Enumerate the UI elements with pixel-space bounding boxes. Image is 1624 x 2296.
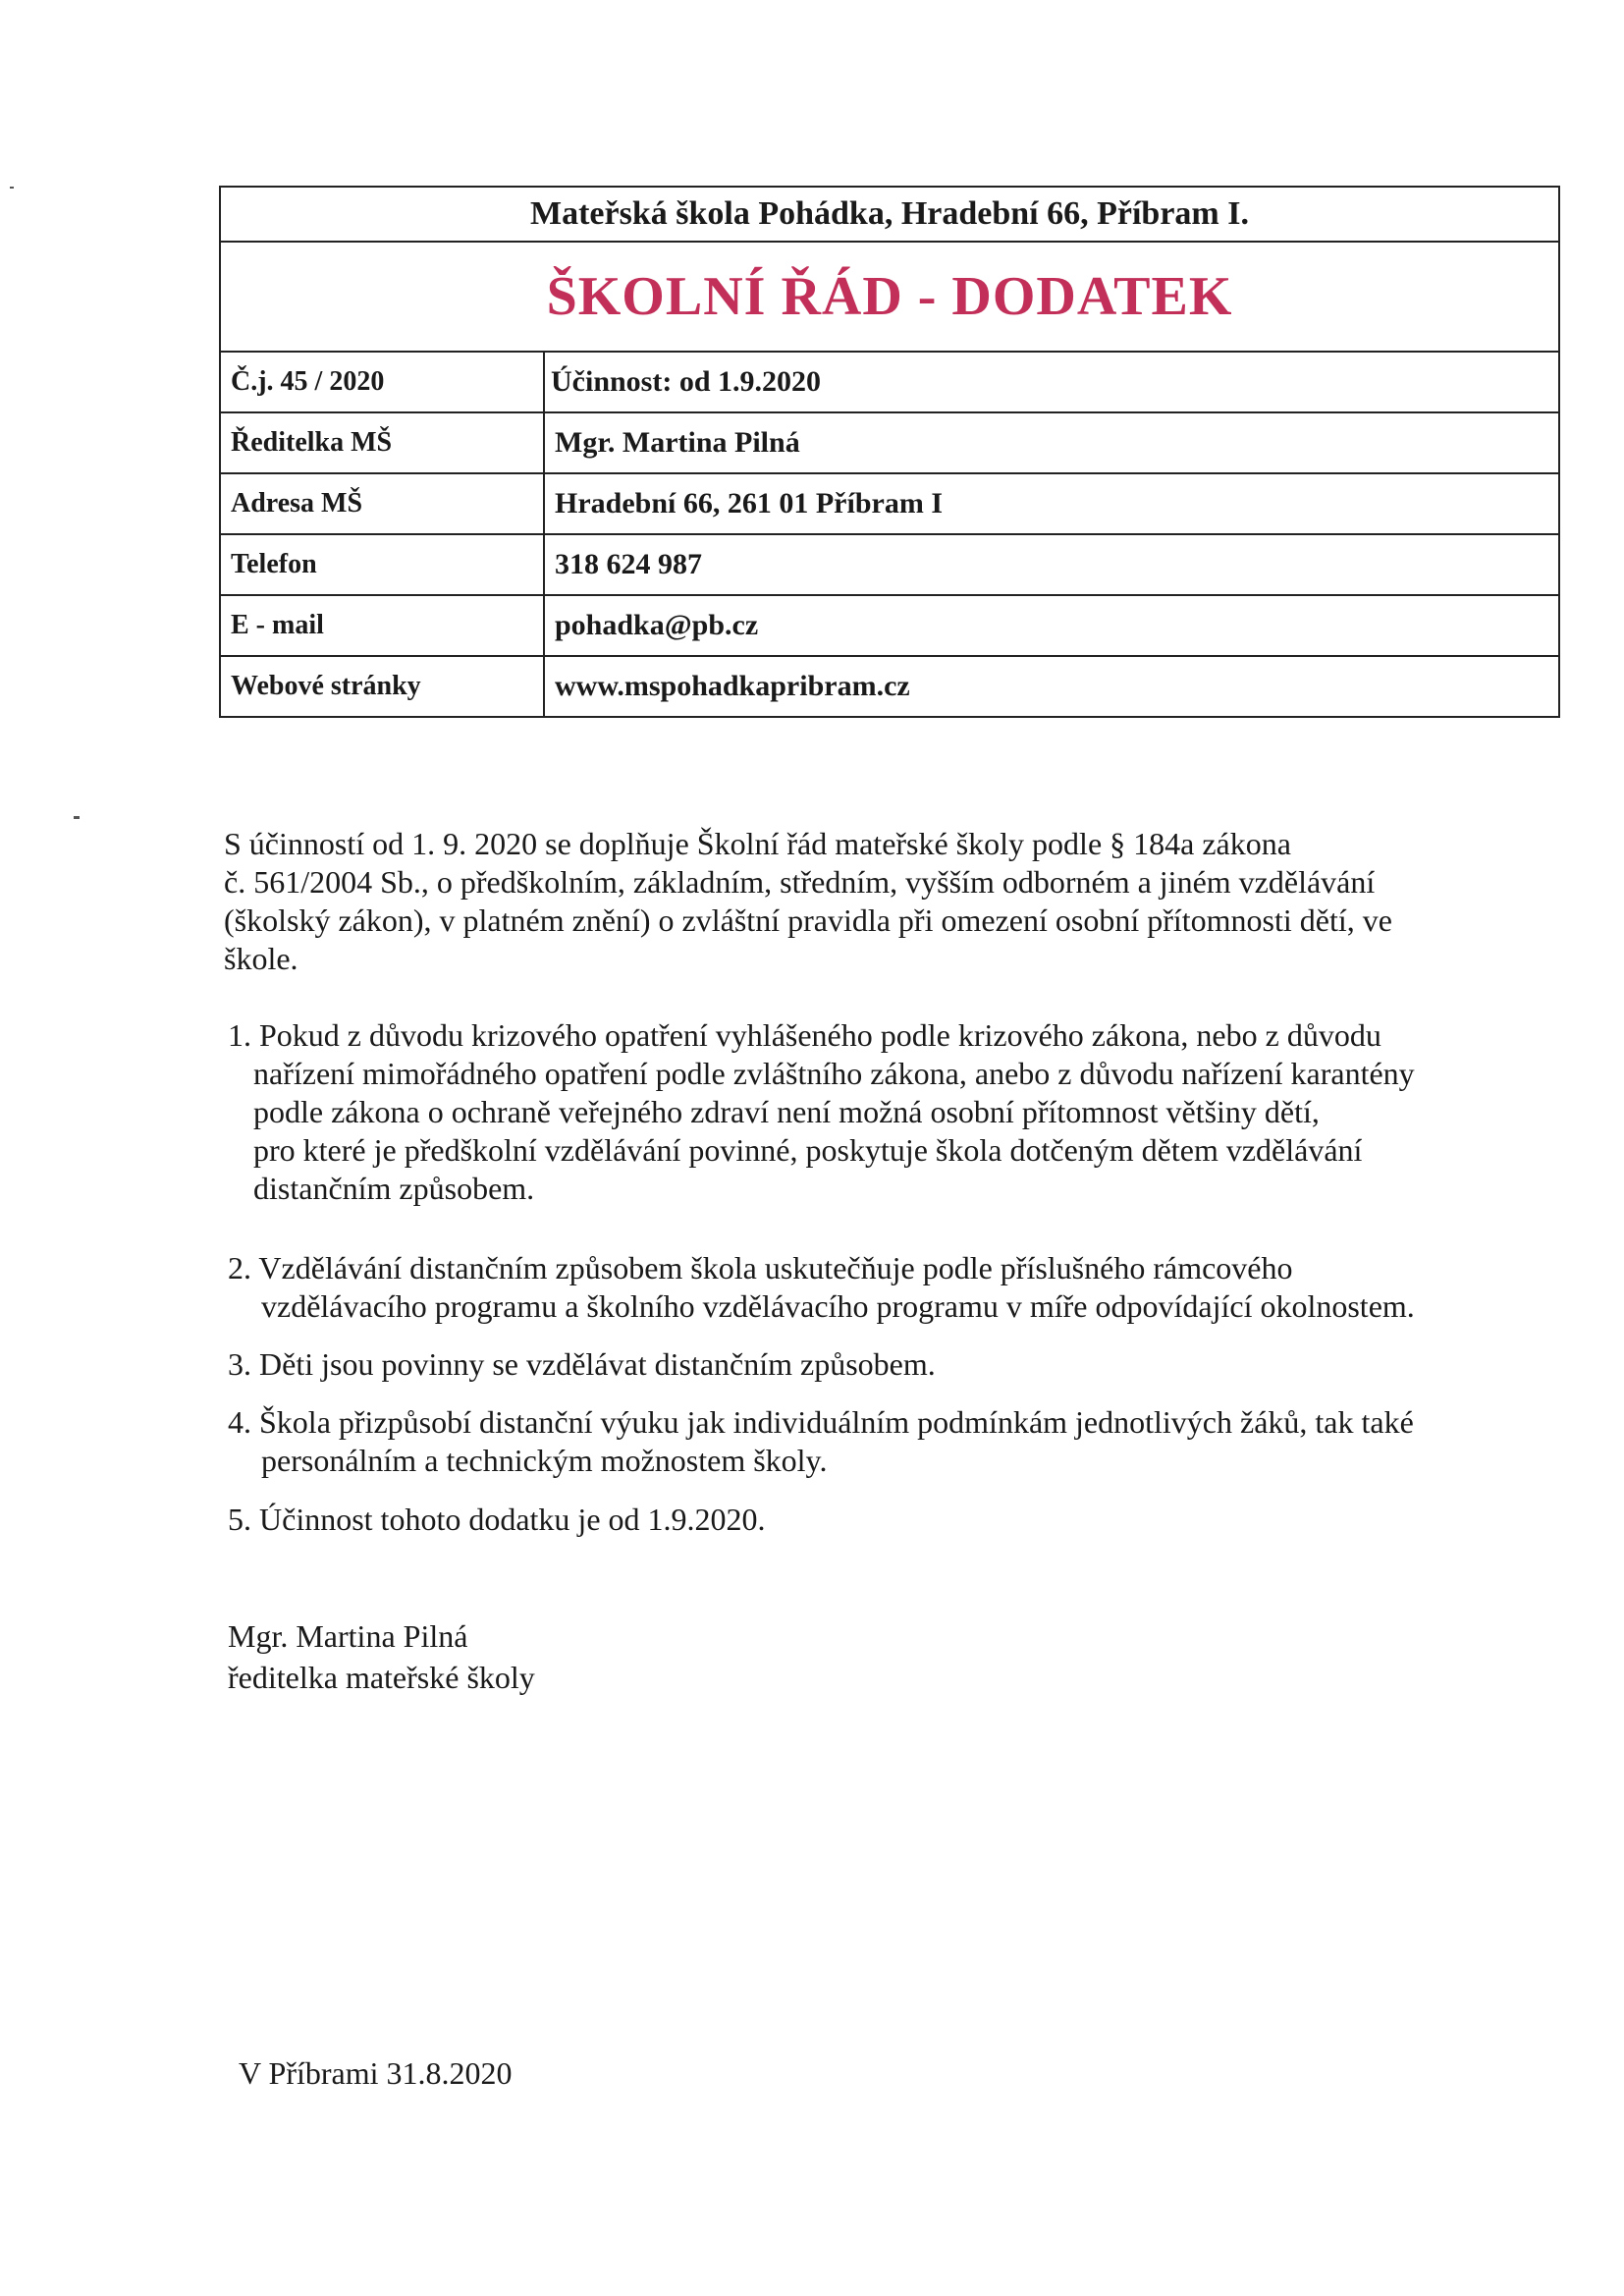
scan-speck (10, 187, 14, 189)
info-label: Telefon (220, 534, 544, 595)
header-table (219, 186, 1560, 718)
website-value: www.mspohadkapribram.cz (544, 656, 1559, 717)
info-label: Adresa MŠ (220, 473, 544, 534)
intro-line: č. 561/2004 Sb., o předškolním, základním, středním, vyšším odborném a jiném vzdělávání (224, 864, 1376, 900)
info-value: 318 624 987 (544, 534, 1559, 595)
list-item-line: podle zákona o ochraně veřejného zdraví není možná osobní přítomnost většiny dětí, (253, 1094, 1320, 1129)
reference-number: Č.j. 45 / 2020 (220, 352, 544, 412)
list-item-line: 1. Pokud z důvodu krizového opatření vyhlášeného podle krizového zákona, nebo z důvodu (228, 1017, 1381, 1053)
intro-line: škole. (224, 941, 298, 976)
effective-date: Účinnost: od 1.9.2020 (544, 352, 1559, 412)
info-label: Webové stránky (220, 656, 544, 717)
info-value: Mgr. Martina Pilná (544, 412, 1559, 473)
intro-paragraph (224, 825, 1530, 978)
signatory-name: Mgr. Martina Pilná (228, 1618, 468, 1654)
info-label: Ředitelka MŠ (220, 412, 544, 473)
signatory-role: ředitelka mateřské školy (228, 1660, 535, 1695)
email-value: pohadka@pb.cz (544, 595, 1559, 656)
scan-speck (74, 816, 80, 819)
intro-line: S účinností od 1. 9. 2020 se doplňuje Školní řád mateřské školy podle § 184a zákona (224, 826, 1291, 861)
list-item-line: 5. Účinnost tohoto dodatku je od 1.9.2020. (228, 1502, 766, 1537)
document-title: ŠKOLNÍ ŘÁD - DODATEK (220, 242, 1559, 352)
place-date: V Příbrami 31.8.2020 (239, 2055, 513, 2091)
intro-line: (školský zákon), v platném znění) o zvláštní pravidla při omezení osobní přítomnosti dětí, ve (224, 902, 1392, 938)
list-item-line: personálním a technickým možnostem školy. (261, 1443, 828, 1478)
list-item-line: nařízení mimořádného opatření podle zvláštního zákona, anebo z důvodu nařízení karantény (253, 1056, 1415, 1091)
list-item-line: 3. Děti jsou povinny se vzdělávat distančním způsobem. (228, 1346, 936, 1382)
school-name: Mateřská škola Pohádka, Hradební 66, Příbram I. (220, 187, 1559, 242)
info-label: E - mail (220, 595, 544, 656)
list-item-line: pro které je předškolní vzdělávání povinné, poskytuje škola dotčeným dětem vzdělávání (253, 1132, 1363, 1168)
info-value: Hradební 66, 261 01 Příbram I (544, 473, 1559, 534)
signature-block (228, 1615, 535, 1698)
list-item-line: 4. Škola přizpůsobí distanční výuku jak individuálním podmínkám jednotlivých žáků, tak také (228, 1404, 1414, 1440)
list-item-line: distančním způsobem. (253, 1171, 535, 1206)
list-item-line: 2. Vzdělávání distančním způsobem škola uskutečňuje podle příslušného rámcového (228, 1250, 1293, 1285)
list-item-line: vzdělávacího programu a školního vzdělávacího programu v míře odpovídající okolnostem. (261, 1288, 1415, 1324)
